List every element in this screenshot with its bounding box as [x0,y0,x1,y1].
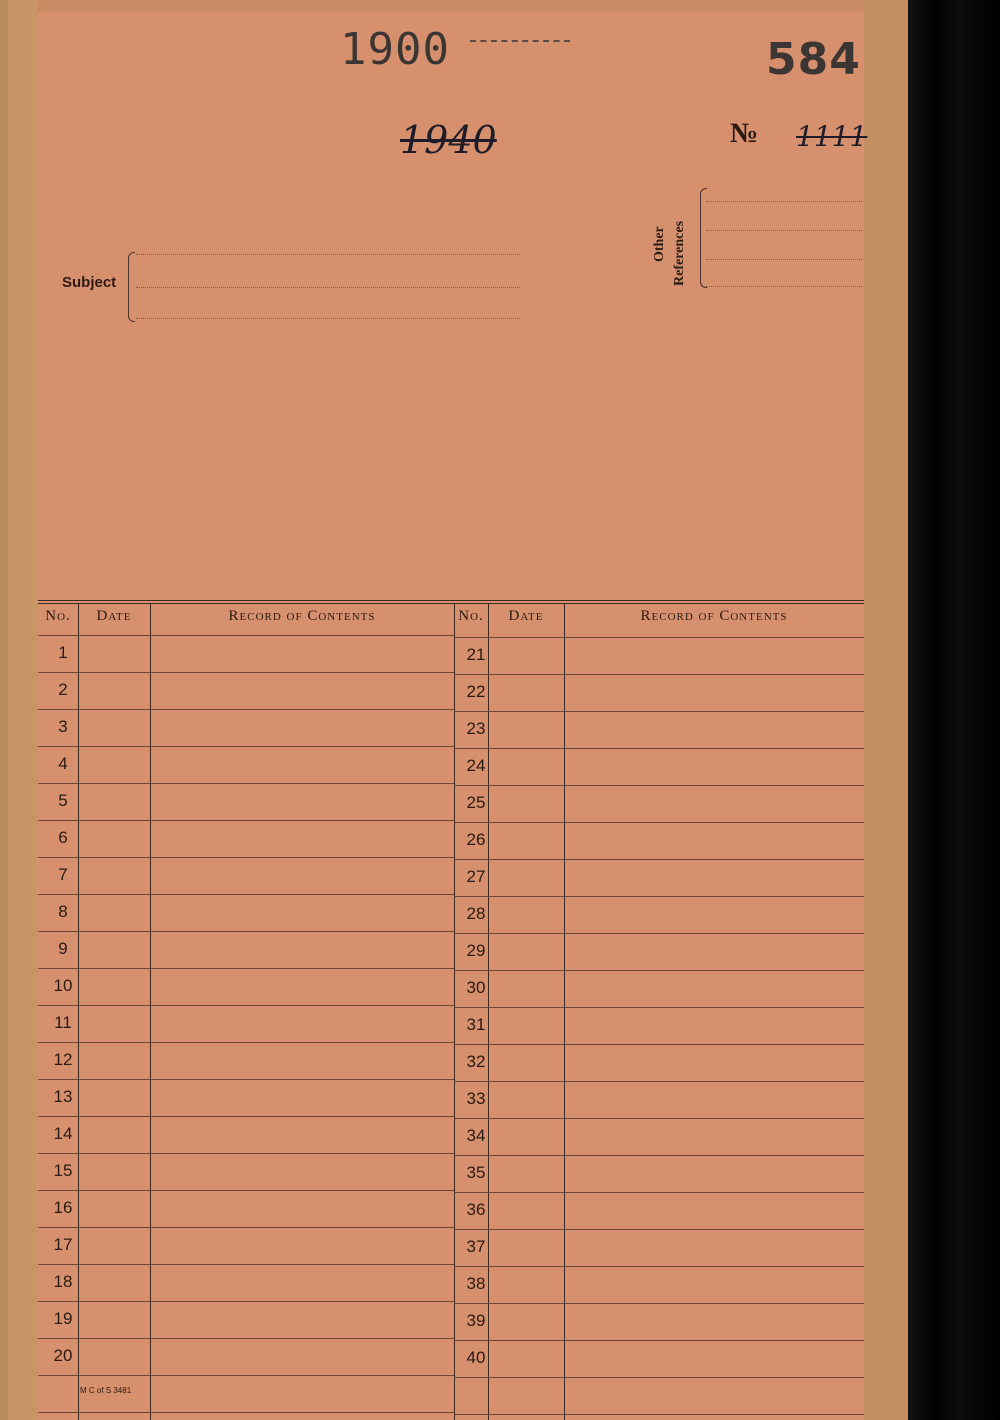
row-number-right: 33 [466,1089,486,1108]
row-rule-right [454,1377,864,1378]
row-number-left: 14 [53,1124,73,1143]
row-number-left: 1 [58,643,68,662]
header-no-right: No. [458,608,484,624]
column-divider [564,603,565,1420]
row-rule-right [454,933,864,934]
row-rule-left [38,1301,454,1302]
column-divider [150,603,151,1420]
row-number-left: 18 [53,1272,73,1291]
subject-line [136,318,520,319]
row-rule-right [454,1229,864,1230]
row-rule-left [38,968,454,969]
other-reference-line [706,230,862,231]
row-number-right: 37 [466,1237,486,1256]
row-number-left: 12 [53,1050,73,1069]
row-number-right: 23 [466,719,486,738]
subject-line [136,287,520,288]
table-top-rule [38,600,864,601]
row-number-left: 5 [58,791,68,810]
page-edge-shadow [908,0,1000,1420]
row-rule-left [38,1227,454,1228]
row-rule-right [454,1414,864,1415]
row-number-right: 26 [466,830,486,849]
row-rule-left [38,1042,454,1043]
row-rule-right [454,1303,864,1304]
left-binding-edge [0,0,8,1420]
row-rule-left [38,746,454,747]
row-number-right: 28 [466,904,486,923]
row-number-right: 38 [466,1274,486,1293]
row-number-left: 11 [54,1013,72,1032]
row-rule-left [38,1338,454,1339]
number-label: № [730,118,759,149]
row-number-left: 19 [53,1309,73,1328]
other-label-line1: Other [652,226,667,262]
row-number-right: 35 [466,1163,486,1182]
subject-label: Subject [62,274,117,291]
row-rule-right [454,1192,864,1193]
row-rule-right [454,970,864,971]
header-record-left: Record of Contents [228,608,376,624]
row-rule-right [454,1340,864,1341]
other-reference-line [706,259,862,260]
row-number-right: 25 [466,793,486,812]
row-rule-left [38,1005,454,1006]
row-rule-left [38,783,454,784]
row-rule-right [454,822,864,823]
other-references-brace [700,188,707,288]
row-number-right: 22 [466,682,486,701]
row-number-right: 34 [466,1126,486,1145]
row-rule-left [38,1116,454,1117]
other-reference-line [706,286,862,287]
row-number-right: 39 [466,1311,486,1330]
row-number-left: 7 [58,865,68,884]
row-number-left: 6 [58,828,68,847]
other-label-line2: References [672,220,687,286]
header-date-right: Date [508,608,544,624]
row-number-right: 32 [466,1052,486,1071]
stamped-year: 1900 [340,24,450,75]
subject-line [136,254,520,255]
row-number-left: 20 [53,1346,73,1365]
row-number-left: 10 [53,976,73,995]
row-rule-left [38,672,454,673]
row-rule-right [454,1081,864,1082]
row-rule-right [454,674,864,675]
row-rule-left [38,1153,454,1154]
row-rule-left [38,1264,454,1265]
header-date-left: Date [96,608,132,624]
row-number-right: 27 [466,867,486,886]
handwritten-year: 1940 [400,118,497,162]
row-rule-right [454,637,864,638]
row-rule-left [38,894,454,895]
row-rule-right [454,785,864,786]
row-number-right: 29 [466,941,486,960]
record-of-contents-table [38,600,864,1420]
row-number-left: 15 [53,1161,73,1180]
header-record-right: Record of Contents [640,608,788,624]
row-number-right: 30 [466,978,486,997]
row-rule-left [38,1375,454,1376]
form-code: M C of S 3481 [80,1386,132,1395]
stamp-dash [470,40,570,42]
row-number-left: 16 [53,1198,73,1217]
table-top-rule-inner [38,603,864,604]
row-rule-right [454,1007,864,1008]
header-no-left: No. [45,608,71,624]
handwritten-number: 1111 [796,120,868,153]
row-rule-right [454,1118,864,1119]
row-rule-right [454,1155,864,1156]
row-number-right: 31 [466,1015,486,1034]
right-binding-strip [864,0,908,1420]
subject-brace [128,252,135,322]
row-number-left: 3 [58,717,68,736]
row-number-left: 13 [53,1087,73,1106]
row-rule-right [454,896,864,897]
row-rule-right [454,1044,864,1045]
other-reference-line [706,201,862,202]
row-number-left: 4 [58,754,68,773]
row-rule-left [38,820,454,821]
row-rule-right [454,859,864,860]
row-rule-left [38,1412,454,1413]
row-number-left: 9 [58,939,68,958]
row-number-left: 17 [53,1235,73,1254]
row-number-right: 40 [466,1348,486,1367]
row-rule-left [38,709,454,710]
row-rule-left [38,857,454,858]
row-rule-right [454,711,864,712]
row-number-left: 2 [58,680,68,699]
row-rule-right [454,1266,864,1267]
row-number-right: 24 [466,756,486,775]
row-number-left: 8 [58,902,68,921]
row-number-right: 21 [466,645,486,664]
row-rule-left [38,1190,454,1191]
stamped-number: 584 [766,34,861,85]
row-rule-left [38,931,454,932]
row-rule-left [38,1079,454,1080]
row-rule-right [454,748,864,749]
row-rule-left [38,635,454,636]
row-number-right: 36 [466,1200,486,1219]
